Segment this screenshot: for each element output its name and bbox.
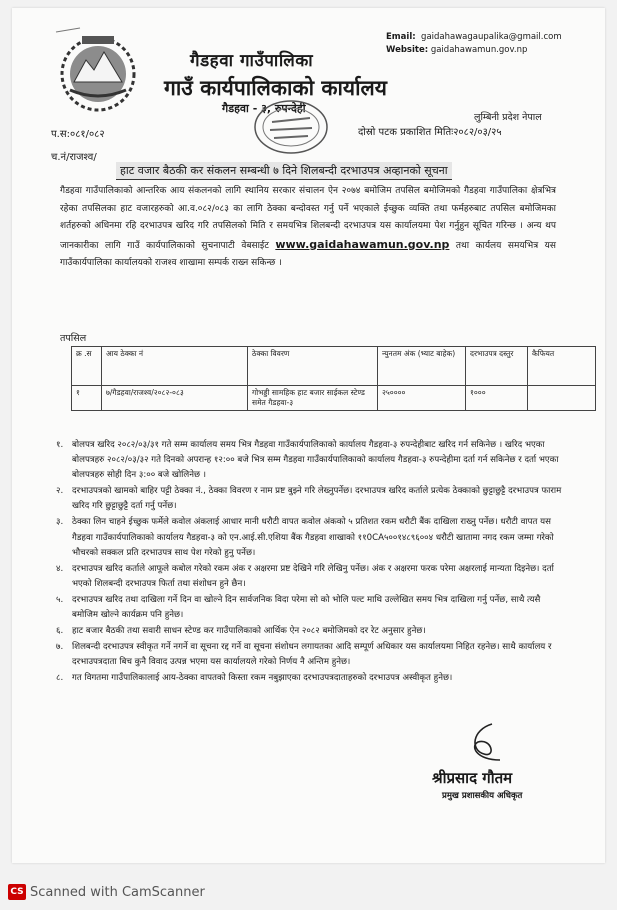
municipality-name: गैडहवा गाउँपालिका [190,51,314,71]
office-address: गैडहवा - ३, रुपन्देही [222,102,306,115]
list-item [56,484,566,514]
dispatch-number: च.नं/राजश्व/ [51,152,97,163]
col-header-fee: दरभाउपत्र दस्तुर [466,347,528,386]
col-header-remarks: कैफियत [528,347,596,386]
office-stamp [252,98,330,156]
notice-headline: हाट वजार बैठकी कर संकलन सम्बन्धी ७ दिने शिलबन्दी दरभाउपत्र अव्हानको सूचना [116,162,452,180]
item-text: शिलबन्दी दरभाउपत्र स्वीकृत गर्ने नगर्ने वा सूचना रद्द गर्ने वा सूचना संशोधन लगायतका आदि सम्पूर्ण अधिकार यस कार्यालयमा निहित रहनेछ। साथै कार्यालय र दरभाउपत्रदाता बिच कुनै विवाद उत्पन्न भएमा यस कार्यालयले गरेको निर्णय नै अन्तिम हुनेछ। [72,642,552,668]
camscanner-watermark [8,884,205,900]
item-text: दरभाउपत्र खरिद कर्ताले आफूले कबोल गरेको रकम अंक र अक्षरमा प्रष्ट देखिने गरि लेखिनु पर्नेछ। अंक र अक्षरमा फरक परेमा अक्षरलाई मान्यता दिइनेछ। दर्ता भएको शिलबन्दी दरभाउपत्र फिर्ता तथा संशोधन हुने छैन। [72,563,554,589]
list-item [56,593,566,623]
col-header-sn: क्र .स [72,347,102,386]
conditions-list [56,438,566,688]
item-number: ४. [56,563,64,574]
cell-fee: १००० [466,386,528,411]
item-number: १. [56,440,64,450]
signatory-title: प्रमुख प्रशासकीय अधिकृत [442,791,523,801]
list-item [56,671,566,686]
cell-sn: १ [72,386,102,411]
cell-remarks [528,386,596,411]
signatory-name: श्रीप्रसाद गौतम [432,769,513,787]
cell-contract-no: ७/गैडहवा/राजश्व/२०८२-०८३ [102,386,248,411]
item-number: ६. [56,626,64,637]
cell-min-amount: २५०००० [378,386,466,411]
website-label: Website: [386,45,429,55]
item-text: ठेक्का लिन चाहने ईच्छुक फर्मेले कवोल अंकलाई आधार मानी धरौटी वापत कवोल अंकको ५ प्रतिशत रकम धरौटी बैंक दाखिला राख्नु पर्नेछ। धरौटी वापत यस गैडहवा गाउँकार्यपालिकाको कार्यालय गैडहवा-३ को एन.आई.सी.एशिया बैंक गैडहवा शाखाको ११0CA५००१४८९६००४ धरौटी खातामा नगद रकम जम्मा गरेको भौचरको सक्कल प्रति दरभाउपत्र साथ पेश गरेको हुनु पर्नेछ। [72,517,554,558]
list-item [56,624,566,639]
col-header-contract-no: आय ठेक्का नं [102,347,248,386]
cell-description: गोभड्डी सामहिक हाट बजार साईकल स्टेण्ड समेत गैडहवा-३ [248,386,378,411]
website-address: gaidahawamun.gov.np [430,45,528,55]
table-header-row [72,347,596,386]
website-link[interactable]: www.gaidahawamun.gov.np [275,237,450,251]
handwritten-signature [462,720,506,764]
notice-body [60,183,556,273]
email-label: Email: [386,32,416,42]
camscanner-logo: CS [8,884,26,900]
contract-table [71,346,596,411]
list-item [56,515,566,560]
government-emblem-logo [52,30,144,116]
table-row [72,386,596,411]
list-item [56,562,566,592]
notice-body-text: गैडहवा गाउँपालिकाको आन्तरिक आय संकलनको लागि स्थानिय सरकार संचालन ऐन २०७४ बमोजिम तपसिल बमोजिमको गैडहवा गाउँपालिका क्षेत्रभित्र रहेका तपसिलका हाट वजारहरुको आ.व.०८२/०८३ का लागि ठेक्का बन्दोवस्त गर्नु पर्ने भएकाले ईच्छुक व्यक्ति तथा फर्महरुबाट तपसिल बमोजिमका शर्तहरुको अधिनमा रहि दरभाउपत्र खरिद गरि तपसिलको मिति र समयभित्र शिलबन्दी दरभाउपत्र यस कार्यालयमा पेश गर्नुहुन सूचित गरिन्छ । अन्य थप जानकारीका लागि गाउँ कार्यपालिकाको सुचनापाटी वेबसाईट [60,186,556,251]
item-text: हाट बजार बैठकी तथा सवारी साधन स्टेण्ड कर गाउँपालिकाको आर्थिक ऐन २०८२ बमोजिमको दर रेट अनुसार हुनेछ। [72,626,426,637]
office-name: गाउँ कार्यपालिकाको कार्यालय [164,76,387,100]
item-number: ८. [56,673,64,684]
item-number: २. [56,486,64,497]
item-text: दरभाउपत्रको खामको बाहिर पट्टी ठेक्का नं., ठेक्का विवरण र नाम प्रष्ट बुझ्ने गरि लेख्नुपर्नेछ। दरभाउपत्र खरिद कर्ताले प्रत्येक ठेक्काको छुट्टाछुट्टै दरभाउपत्र फाराम खरिद गरि छुट्टाछुट्टै दर्ता गर्नु पर्नेछ। [72,486,562,512]
item-number: ५. [56,594,64,605]
email-address: gaidahawagaupalika@gmail.com [421,32,562,42]
notice-body-end: तथा कार्यलय समयभित्र यस गाउँकार्यपालिका कार्यालयको राजश्व शाखामा सम्पर्क राख्न सकिन्छ । [60,240,556,268]
item-text: बोलपत्र खरिद २०८२/०३/३१ गते सम्म कार्यालय समय भित्र गैडहवा गाउँकार्यपालिकाको कार्यालय गैडहवा-३ रुपन्देहीबाट खरिद गर्न सकिनेछ । खरिद भएका बोलपत्रहरु २०८२/०३/३२ गते दिनको अपरान्ह १२:०० बजे भित्र सम्म गैडहवा गाउँकार्यपालिकाको कार्यालय गैडहवा-३ रुपन्देहीमा दर्ता गर्न सकिनेछ र दर्ता भएका बोलपत्रहरु सोही दिन ३:०० बजे खोलिनेछ । [72,440,559,481]
province-name: लुम्बिनी प्रदेश नेपाल [474,112,542,123]
item-text: दरभाउपत्र खरिद तथा दाखिला गर्ने दिन वा खोल्ने दिन सार्वजनिक विदा परेमा सो को भोलि पल्ट माथि उल्लेखित समय भित्र दाखिला गर्नु पर्नेछ, साथै त्यसै बमोजिम खोल्ने कार्यक्रम पनि हुनेछ। [72,594,541,621]
camscanner-text: Scanned with CamScanner [30,884,205,900]
schedule-label: तपसिल [60,333,87,344]
contact-block [386,31,562,57]
item-number: ३. [56,517,64,528]
item-number: ७. [56,642,64,653]
col-header-min-amount: न्युनतम अंक (भ्याट बाहेक) [378,347,466,386]
col-header-description: ठेक्का विवरण [248,347,378,386]
publication-date: दोस्रो पटक प्रकाशित मितिः२०८२/०३/२५ [358,127,502,138]
item-text: गत विगतमा गाउँपालिकालाई आय-ठेक्का वापतको किस्ता रकम नबुझाएका दरभाउपत्रदाताहरुको दरभाउपत्र अस्वीकृत हुनेछ। [72,673,453,684]
list-item [56,438,566,483]
list-item [56,640,566,670]
reference-number: प.स:०८१/०८२ [51,129,105,140]
